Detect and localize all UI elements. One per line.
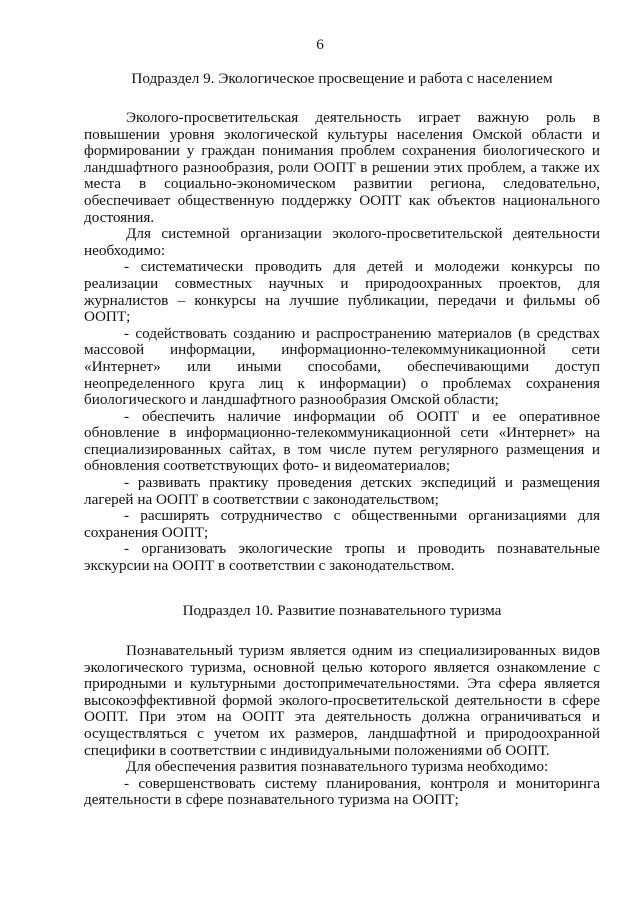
section-9-heading: Подраздел 9. Экологическое просвещение и работа с населением xyxy=(131,70,553,87)
section-10-paragraph: Познавательный туризм является одним из специализированных видов экологического туризма, основной целью которого является ознакомление с природными и культурными достопримечательностями. Эта сфера является высокоэффективной формой эколого-просветительской деятельности в сфере ООПТ. При этом на ООПТ эта деятельность должна ограничиваться и осуществляться с учетом их размеров, ландшафтной и природоохранной специфики в соответствии с индивидуальными положениями об ООПТ. xyxy=(84,642,600,759)
section-10-paragraph: Для обеспечения развития познавательного туризма необходимо: xyxy=(126,758,549,776)
section-9-paragraph: Для системной организации эколого-просветительской деятельности необходимо: xyxy=(84,225,600,259)
section-10-body xyxy=(84,643,600,809)
section-9-list-item: - организовать экологические тропы и проводить познавательные экскурсии на ООПТ в соответствии с законодательством. xyxy=(84,540,600,575)
section-9-list-item: - развивать практику проведения детских экспедиций и размещения лагерей на ООПТ в соответствии с законодательством; xyxy=(84,474,600,508)
section-9-list-item: - обеспечить наличие информации об ООПТ и ее оперативное обновление в информационно-телекоммуникационной сети «Интернет» на специализированных сайтах, в том числе путем регулярного размещения и обновления соответствующих фото- и видеоматериалов; xyxy=(84,407,600,475)
section-9-paragraph: Эколого-просветительская деятельность играет важную роль в повышении уровня экологической культуры населения Омской области и формировании у граждан понимания проблем сохранения биологического и ландшафтного разнообразия, роли ООПТ в решении этих проблем, а также их места в социально-экономическом развитии региона, следовательно, обеспечивает общественную поддержку ООПТ как объектов национального достояния. xyxy=(84,109,600,226)
section-10-list-item: - совершенствовать систему планирования, контроля и мониторинга деятельности в сфере познавательного туризма на ООПТ; xyxy=(84,774,600,809)
section-9-body xyxy=(84,110,600,575)
page-number: 6 xyxy=(316,36,324,53)
section-10-heading: Подраздел 10. Развитие познавательного туризма xyxy=(182,602,502,619)
section-9-list-item: - систематически проводить для детей и молодежи конкурсы по реализации совместных научных и природоохранных проектов, для журналистов – конкурсы на лучшие публикации, передачи и фильмы об ООПТ; xyxy=(84,258,600,326)
section-9-list-item: - расширять сотрудничество с общественными организациями для сохранения ООПТ; xyxy=(84,507,600,541)
section-9-list-item: - содействовать созданию и распространению материалов (в средствах массовой информации, информационно-телекоммуникационной сети «Интернет» или иными способами, обеспечивающими доступ неопределенного круга лиц к информации) о проблемах сохранения биологического и ландшафтного разнообразия Омской области; xyxy=(84,324,600,409)
